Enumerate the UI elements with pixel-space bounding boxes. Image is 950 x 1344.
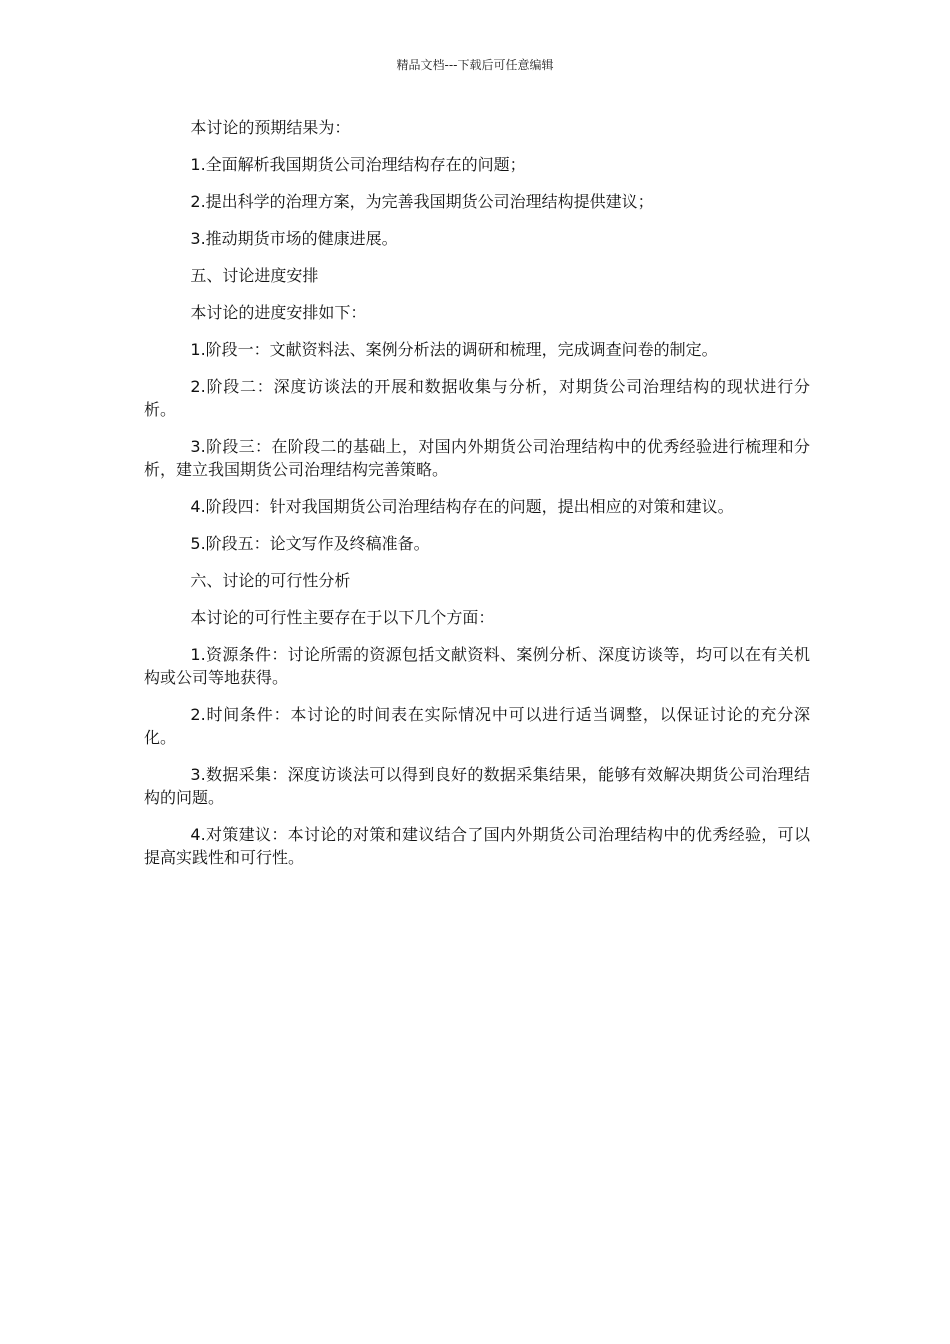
schedule-stage-3: 3.阶段三：在阶段二的基础上，对国内外期货公司治理结构中的优秀经验进行梳理和分析，建立我国期货公司治理结构完善策略。 xyxy=(144,437,810,479)
feasibility-item-3: 3.数据采集：深度访谈法可以得到良好的数据采集结果，能够有效解决期货公司治理结构的问题。 xyxy=(144,765,810,807)
page-header: 精品文档---下载后可任意编辑 xyxy=(396,58,554,72)
feasibility-item-4: 4.对策建议：本讨论的对策和建议结合了国内外期货公司治理结构中的优秀经验，可以提高实践性和可行性。 xyxy=(144,825,810,867)
section-heading-schedule: 五、讨论进度安排 xyxy=(190,266,319,285)
schedule-stage-4: 4.阶段四：针对我国期货公司治理结构存在的问题，提出相应的对策和建议。 xyxy=(190,497,734,516)
expected-result-3: 3.推动期货市场的健康进展。 xyxy=(190,229,398,248)
expected-result-2: 2.提出科学的治理方案，为完善我国期货公司治理结构提供建议； xyxy=(190,192,654,211)
schedule-stage-2: 2.阶段二：深度访谈法的开展和数据收集与分析，对期货公司治理结构的现状进行分析。 xyxy=(144,377,810,419)
schedule-stage-5: 5.阶段五：论文写作及终稿准备。 xyxy=(190,534,430,553)
section-heading-feasibility: 六、讨论的可行性分析 xyxy=(190,571,351,590)
feasibility-item-1: 1.资源条件：讨论所需的资源包括文献资料、案例分析、深度访谈等，均可以在有关机构或公司等地获得。 xyxy=(144,645,810,687)
feasibility-intro: 本讨论的可行性主要存在于以下几个方面： xyxy=(190,608,495,627)
schedule-intro: 本讨论的进度安排如下： xyxy=(190,303,367,322)
schedule-stage-1: 1.阶段一：文献资料法、案例分析法的调研和梳理，完成调查问卷的制定。 xyxy=(190,340,718,359)
feasibility-item-2: 2.时间条件：本讨论的时间表在实际情况中可以进行适当调整，以保证讨论的充分深化。 xyxy=(144,705,810,747)
expected-result-1: 1.全面解析我国期货公司治理结构存在的问题； xyxy=(190,155,526,174)
document-body xyxy=(144,116,810,883)
expected-results-intro: 本讨论的预期结果为： xyxy=(190,118,351,137)
